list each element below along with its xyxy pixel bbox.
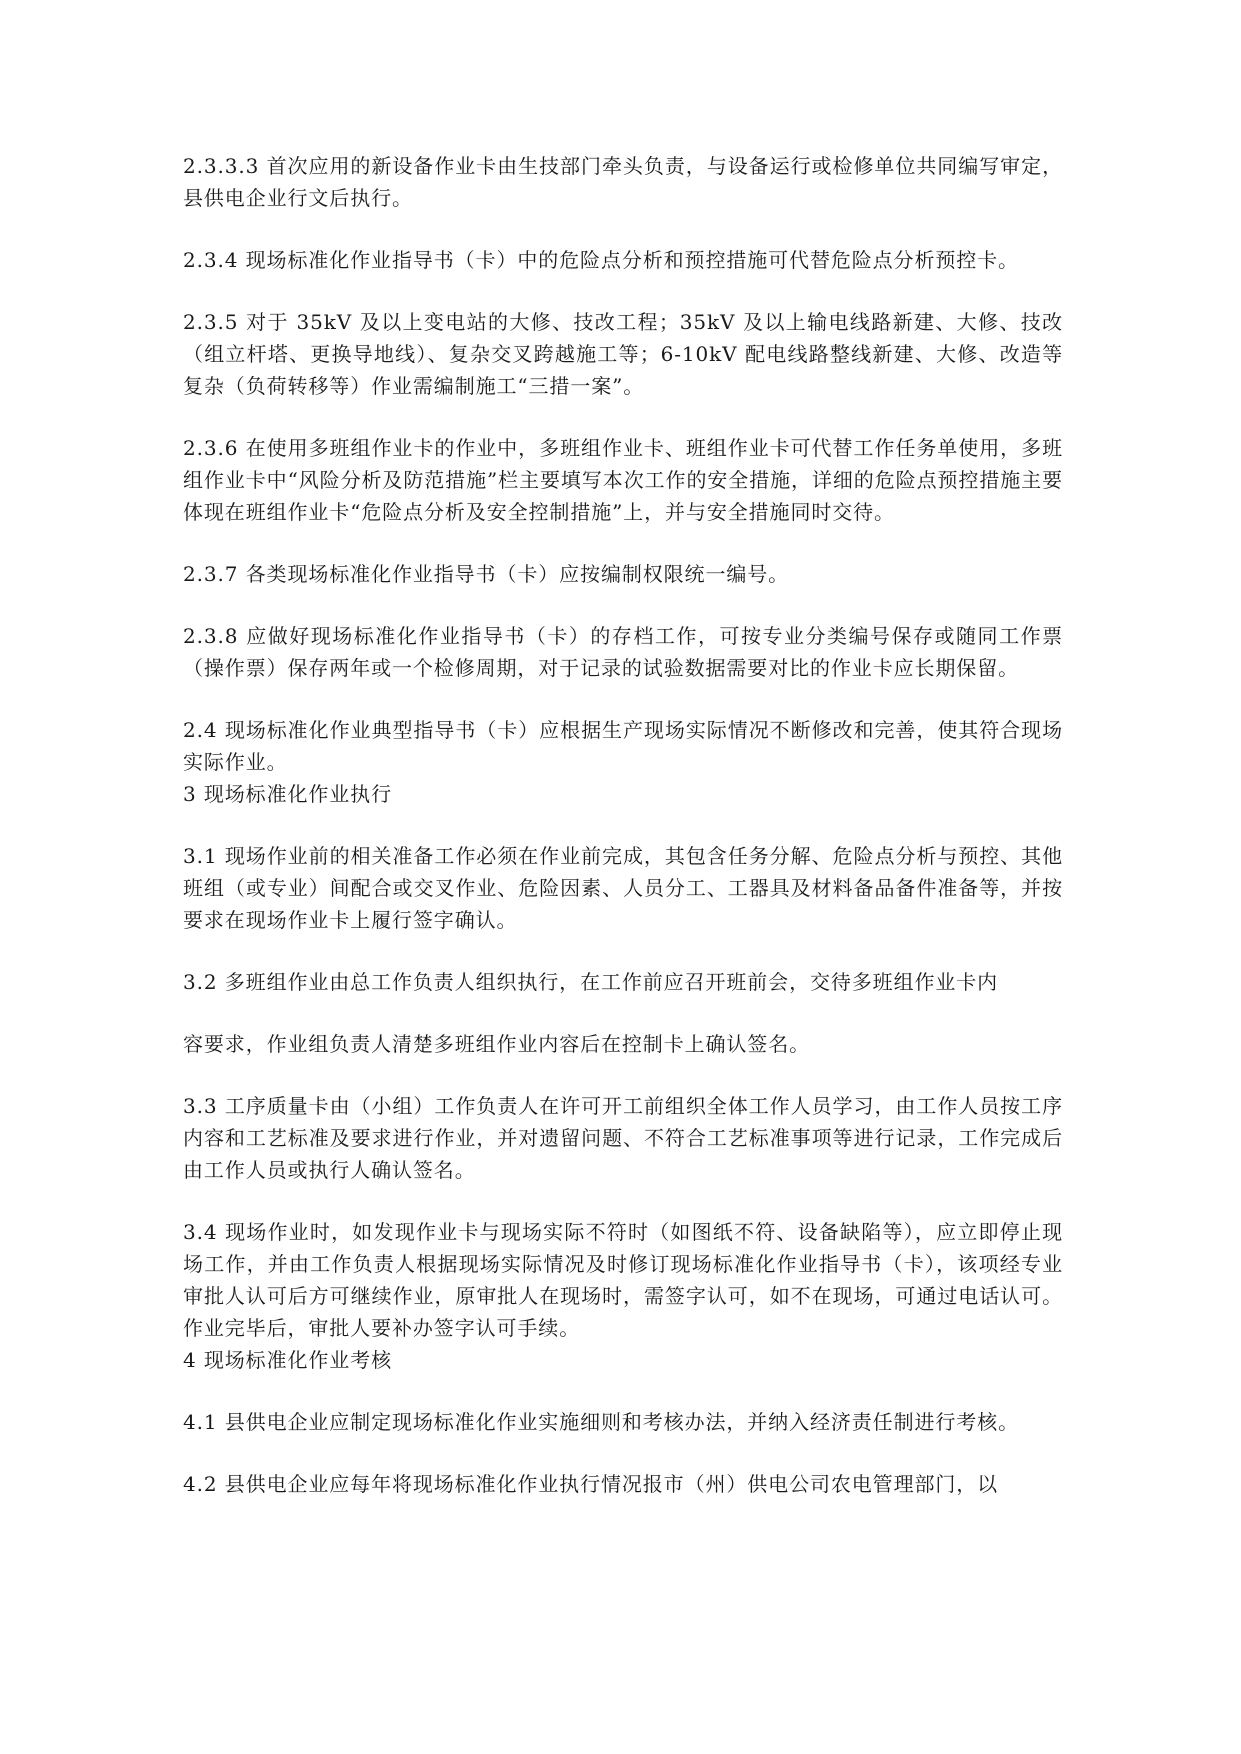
paragraph-2-3-8: 2.3.8 应做好现场标准化作业指导书（卡）的存档工作，可按专业分类编号保存或随同工作票（操作票）保存两年或一个检修周期，对于记录的试验数据需要对比的作业卡应长期保留。: [183, 624, 1063, 680]
section-heading-3: 3 现场标准化作业执行: [183, 782, 392, 806]
paragraph-2-3-7: 2.3.7 各类现场标准化作业指导书（卡）应按编制权限统一编号。: [183, 562, 790, 586]
paragraph-4-1: 4.1 县供电企业应制定现场标准化作业实施细则和考核办法，并纳入经济责任制进行考核。: [183, 1410, 1019, 1434]
paragraph-2-3-5: 2.3.5 对于 35kV 及以上变电站的大修、技改工程；35kV 及以上输电线路新建、大修、技改（组立杆塔、更换导地线）、复杂交叉跨越施工等；6-10kV 配电线路整线新建、大修、改造等复杂（负荷转移等）作业需编制施工“三措一案”。: [183, 310, 1063, 398]
paragraph-2-4: 2.4 现场标准化作业典型指导书（卡）应根据生产现场实际情况不断修改和完善，使其符合现场实际作业。: [183, 718, 1063, 774]
paragraph-3-2: 3.2 多班组作业由总工作负责人组织执行，在工作前应召开班前会，交待多班组作业卡内: [183, 970, 999, 994]
paragraph-3-2-continued: 容要求，作业组负责人清楚多班组作业内容后在控制卡上确认签名。: [183, 1032, 810, 1056]
section-heading-4: 4 现场标准化作业考核: [183, 1348, 392, 1372]
paragraph-3-1: 3.1 现场作业前的相关准备工作必须在作业前完成，其包含任务分解、危险点分析与预控、其他班组（或专业）间配合或交叉作业、危险因素、人员分工、工器具及材料备品备件准备等，并按要求在现场作业卡上履行签字确认。: [183, 844, 1063, 932]
paragraph-2-3-4: 2.3.4 现场标准化作业指导书（卡）中的危险点分析和预控措施可代替危险点分析预控卡。: [183, 248, 1019, 272]
paragraph-4-2: 4.2 县供电企业应每年将现场标准化作业执行情况报市（州）供电公司农电管理部门，以: [183, 1472, 999, 1496]
paragraph-2-3-3-3: 2.3.3.3 首次应用的新设备作业卡由生技部门牵头负责，与设备运行或检修单位共同编写审定，县供电企业行文后执行。: [183, 154, 1063, 210]
document-body: [183, 150, 1063, 1500]
paragraph-3-4: 3.4 现场作业时，如发现作业卡与现场实际不符时（如图纸不符、设备缺陷等），应立即停止现场工作，并由工作负责人根据现场实际情况及时修订现场标准化作业指导书（卡），该项经专业审批人认可后方可继续作业，原审批人在现场时，需签字认可，如不在现场，可通过电话认可。作业完毕后，审批人要补办签字认可手续。: [183, 1220, 1063, 1340]
paragraph-3-3: 3.3 工序质量卡由（小组）工作负责人在许可开工前组织全体工作人员学习，由工作人员按工序内容和工艺标准及要求进行作业，并对遗留问题、不符合工艺标准事项等进行记录，工作完成后由工作人员或执行人确认签名。: [183, 1094, 1063, 1182]
paragraph-2-3-6: 2.3.6 在使用多班组作业卡的作业中，多班组作业卡、班组作业卡可代替工作任务单使用，多班组作业卡中“风险分析及防范措施”栏主要填写本次工作的安全措施，详细的危险点预控措施主要体现在班组作业卡“危险点分析及安全控制措施”上，并与安全措施同时交待。: [183, 436, 1063, 524]
